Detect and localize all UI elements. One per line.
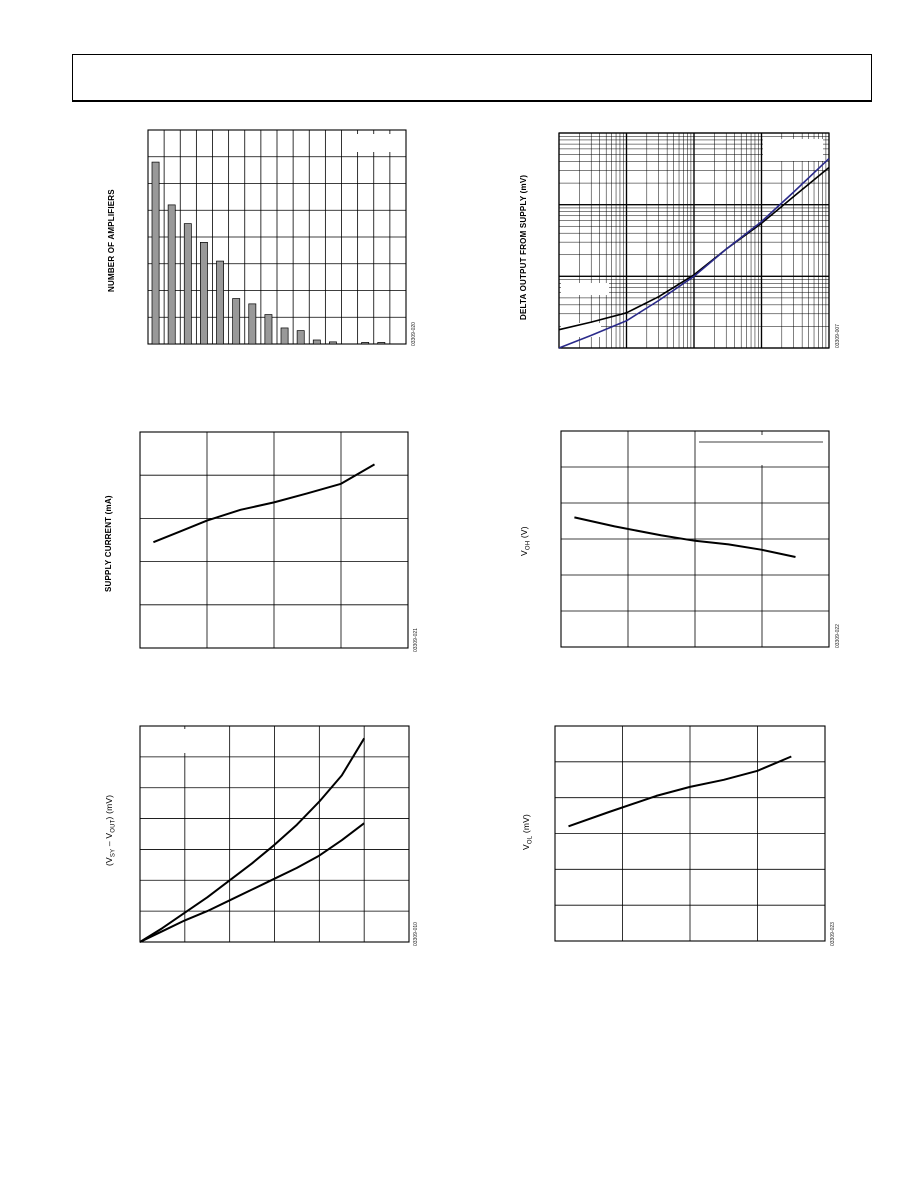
voh-legend-box — [699, 435, 823, 465]
delta-output-figure-code: 03309-007 — [835, 324, 841, 348]
vol-ylabel — [521, 814, 534, 850]
voh-ylabel-unit: (V) — [519, 526, 529, 541]
vsy-vout-ylabel-p0: (V — [104, 857, 114, 866]
vsy-vout-series-1 — [140, 823, 364, 942]
voh-ylabel-v: V — [519, 550, 529, 556]
page-header-box — [72, 54, 872, 102]
voh-ylabel — [519, 526, 532, 556]
voh-figure-code: 03309-022 — [835, 624, 841, 648]
vol-ylabel-v: V — [521, 844, 531, 850]
histogram-bar-8 — [281, 328, 288, 344]
histogram-bar-0 — [152, 162, 159, 344]
histogram-bar-10 — [313, 340, 320, 344]
vsy-vout-ylabel-p2: – V — [104, 832, 114, 849]
vsy-vout-figure-code: 03309-010 — [413, 922, 419, 946]
vol-ylabel-sub: OL — [527, 835, 534, 845]
histogram-bar-2 — [184, 224, 191, 344]
vol-chart — [555, 726, 825, 941]
vsy-vout-ylabel — [104, 795, 117, 866]
vsy-vout-ylabel-sub3: OUT — [110, 819, 117, 833]
vsy-vout-chart — [140, 726, 409, 942]
histogram-bar-1 — [168, 205, 175, 344]
histogram-bar-4 — [217, 261, 224, 344]
vol-figure-code: 03309-023 — [830, 922, 836, 946]
delta-output-ylabel: DELTA OUTPUT FROM SUPPLY (mV) — [519, 174, 528, 320]
voh-ylabel-sub: OH — [525, 540, 532, 551]
vsy-vout-ylabel-p4: ) (mV) — [104, 794, 114, 820]
histogram-bar-7 — [265, 315, 272, 344]
supply-current-chart — [140, 432, 408, 648]
histogram-chart — [148, 130, 406, 344]
supply-current-figure-code: 03309-021 — [413, 628, 419, 652]
histogram-bar-3 — [200, 242, 207, 344]
vol-legend-box — [559, 729, 621, 761]
histogram-bar-11 — [329, 342, 336, 344]
histogram-bar-9 — [297, 331, 304, 344]
supply-current-ylabel: SUPPLY CURRENT (mA) — [104, 495, 113, 592]
histogram-figure-code: 03309-020 — [411, 322, 417, 346]
histogram-bar-14 — [378, 342, 385, 344]
histogram-bar-6 — [249, 304, 256, 344]
delta-output-label-box-1 — [561, 283, 609, 295]
histogram-bar-5 — [233, 299, 240, 344]
voh-chart — [561, 431, 829, 647]
vol-ylabel-unit: (mV) — [521, 813, 531, 836]
histogram-ylabel: NUMBER OF AMPLIFIERS — [107, 189, 116, 292]
vsy-vout-legend-box — [182, 729, 226, 753]
delta-output-chart — [559, 133, 829, 348]
vsy-vout-ylabel-sub1: SY — [110, 848, 117, 858]
delta-output-legend-box — [763, 139, 823, 161]
histogram-bar-13 — [362, 342, 369, 344]
histogram-legend-box — [348, 134, 400, 152]
